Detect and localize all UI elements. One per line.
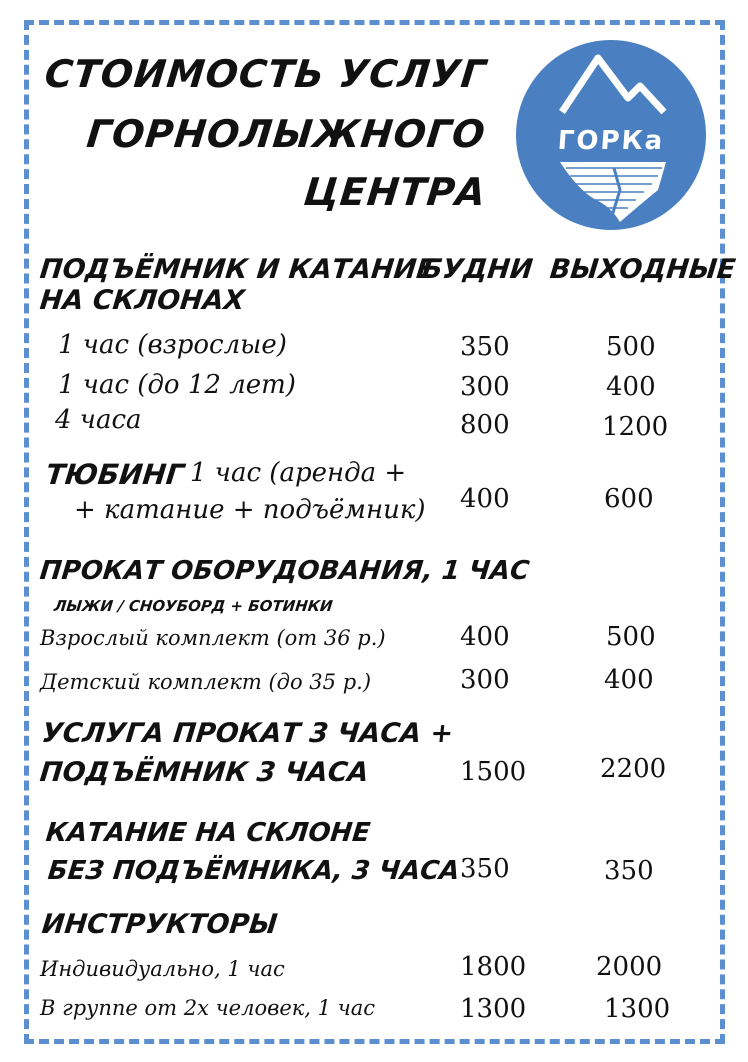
instructors-row-weekdays-price: 1800 bbox=[460, 952, 527, 982]
lift-heading-line-1: ПОДЪЁМНИК И КАТАНИЕ bbox=[38, 254, 437, 285]
logo bbox=[516, 40, 706, 230]
lift-row-weekdays-price: 350 bbox=[460, 332, 510, 362]
combo-weekdays-price: 1500 bbox=[460, 757, 527, 787]
lift-row-weekends-price: 500 bbox=[606, 332, 656, 362]
rental-row-weekdays-price: 300 bbox=[460, 665, 510, 695]
combo-heading-line-2: ПОДЪЁМНИК 3 ЧАСА bbox=[38, 757, 371, 788]
rental-subheading: ЛЫЖИ / СНОУБОРД + БОТИНКИ bbox=[53, 597, 334, 615]
slope-heading-line-1: КАТАНИЕ НА СКЛОНЕ bbox=[44, 818, 372, 848]
instructors-heading: ИНСТРУКТОРЫ bbox=[40, 909, 279, 940]
instructors-row-label: В группе от 2х человек, 1 час bbox=[40, 996, 376, 1020]
logo-text: ГОРКа bbox=[556, 126, 666, 156]
lift-row-weekdays-price: 300 bbox=[460, 372, 510, 402]
rental-row-weekends-price: 400 bbox=[604, 665, 654, 695]
combo-weekends-price: 2200 bbox=[600, 754, 667, 784]
rental-row-weekends-price: 500 bbox=[606, 622, 656, 652]
instructors-row-weekends-price: 2000 bbox=[596, 952, 663, 982]
rental-row-label: Детский комплект (до 35 р.) bbox=[40, 670, 372, 694]
lift-row-label: 4 часа bbox=[55, 405, 142, 435]
instructors-row-weekdays-price: 1300 bbox=[460, 994, 527, 1024]
tubing-weekdays-price: 400 bbox=[460, 484, 510, 514]
tubing-heading: ТЮБИНГ bbox=[44, 458, 186, 491]
slope-weekends-price: 350 bbox=[604, 856, 654, 886]
title-line-1: СТОИМОСТЬ УСЛУГ bbox=[42, 52, 489, 96]
rental-heading: ПРОКАТ ОБОРУДОВАНИЯ, 1 ЧАС bbox=[38, 556, 531, 586]
instructors-row-weekends-price: 1300 bbox=[604, 994, 671, 1024]
instructors-row-label: Индивидуально, 1 час bbox=[40, 957, 285, 981]
lift-row-label: 1 час (до 12 лет) bbox=[58, 370, 296, 400]
combo-heading-line-1: УСЛУГА ПРОКАТ 3 ЧАСА + bbox=[40, 718, 455, 749]
tubing-text-line-1: 1 час (аренда + bbox=[190, 458, 407, 488]
slope-heading-line-2: БЕЗ ПОДЪЁМНИКА, 3 ЧАСА bbox=[46, 856, 462, 886]
title-line-2: ГОРНОЛЫЖНОГО bbox=[85, 112, 489, 156]
lift-row-weekends-price: 1200 bbox=[602, 412, 669, 442]
column-header-weekdays: БУДНИ bbox=[420, 254, 535, 285]
column-header-weekends: ВЫХОДНЫЕ bbox=[548, 254, 738, 285]
tubing-weekends-price: 600 bbox=[604, 484, 654, 514]
lift-row-label: 1 час (взрослые) bbox=[58, 330, 287, 360]
lift-row-weekdays-price: 800 bbox=[460, 410, 510, 440]
tubing-text-line-2: + катание + подъёмник) bbox=[74, 495, 426, 525]
title-line-3: ЦЕНТРА bbox=[301, 170, 489, 214]
rental-row-label: Взрослый комплект (от 36 р.) bbox=[40, 626, 386, 650]
lift-heading-line-2: НА СКЛОНАХ bbox=[38, 285, 247, 316]
rental-row-weekdays-price: 400 bbox=[460, 622, 510, 652]
lift-row-weekends-price: 400 bbox=[606, 372, 656, 402]
slope-weekdays-price: 350 bbox=[460, 854, 510, 884]
